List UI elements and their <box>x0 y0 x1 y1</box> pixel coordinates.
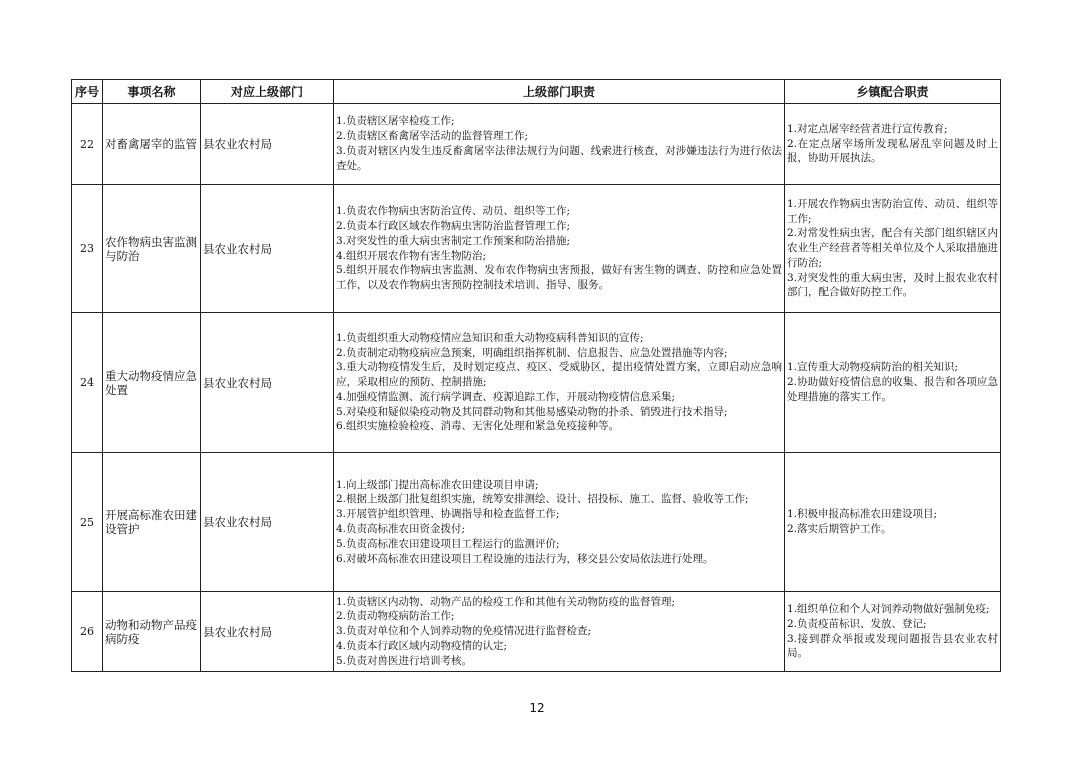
row-seq: 26 <box>72 592 103 672</box>
duty-line: 2.根据上级部门批复组织实施，统筹安排测绘、设计、招投标、施工、监督、验收等工作; <box>336 493 749 506</box>
duty-line: 2.负责制定动物疫病应急预案，明确组织指挥机制、信息报告、应急处置措施等内容; <box>336 346 728 359</box>
duty-line: 3.负责对辖区内发生违反畜禽屠宰法律法规行为问题、线索进行核查，对涉嫌违法行为进行依法查处。 <box>336 145 782 172</box>
duty-line: 6.组织实施检验检疫、消毒、无害化处理和紧急免疫接种等。 <box>336 420 620 433</box>
duty-line: 3.重大动物疫情发生后，及时划定疫点、疫区、受威胁区，提出疫情处置方案，立即启动应急响应，采取相应的预防、控制措施; <box>336 361 782 389</box>
row-dept: 县农业农村局 <box>201 185 334 313</box>
page-number: 12 <box>529 701 545 715</box>
duty-line: 5.对染疫和疑似染疫动物及其同群动物和其他易感染动物的扑杀、销毁进行技术指导; <box>336 405 728 418</box>
duty-line: 2.落实后期管护工作。 <box>787 523 892 535</box>
duty-line: 1.积极申报高标准农田建设项目; <box>787 508 938 521</box>
row-upper-duty <box>334 592 785 672</box>
header-name: 事项名称 <box>103 80 201 104</box>
row-town-duty <box>785 313 1001 453</box>
duty-line: 2.负责本行政区域农作物病虫害防治监督管理工作; <box>336 219 571 232</box>
table-row <box>72 104 1001 185</box>
row-town-duty <box>785 185 1001 313</box>
duty-line: 3.负责对单位和个人饲养动物的免疫情况进行监督检查; <box>336 625 592 638</box>
duty-line: 1.负责农作物病虫害防治宣传、动员、组织等工作; <box>336 205 571 218</box>
duty-line: 4.加强疫情监测、流行病学调查、疫源追踪工作，开展动物疫情信息采集; <box>336 390 676 403</box>
row-item-name: 农作物病虫害监测与防治 <box>103 185 201 313</box>
row-upper-duty <box>334 453 785 592</box>
duty-line: 4.负责高标准农田资金拨付; <box>336 523 466 535</box>
duty-line: 6.对破坏高标准农田建设项目工程设施的违法行为，移交县公安局依法进行处理。 <box>336 552 714 565</box>
table-row <box>72 313 1001 453</box>
table-header-row <box>72 80 1001 104</box>
row-town-duty <box>785 592 1001 672</box>
duty-line: 3.对突发性的重大病虫害制定工作预案和防治措施; <box>336 234 571 247</box>
row-dept: 县农业农村局 <box>201 453 334 592</box>
row-seq: 22 <box>72 104 103 185</box>
row-upper-duty <box>334 313 785 453</box>
header-dept: 对应上级部门 <box>201 80 334 104</box>
header-upper-duty: 上级部门职责 <box>334 80 785 104</box>
row-dept: 县农业农村局 <box>201 313 334 453</box>
table-row <box>72 592 1001 672</box>
duty-line: 4.组织开展农作物有害生物防治; <box>336 249 487 262</box>
duty-line: 5.负责高标准农田建设项目工程运行的监测评价; <box>336 537 560 550</box>
duty-line: 1.负责辖区屠宰检疫工作; <box>336 115 455 128</box>
row-seq: 24 <box>72 313 103 453</box>
duty-line: 1.对定点屠宰经营者进行宣传教育; <box>787 122 948 135</box>
row-town-duty <box>785 104 1001 185</box>
row-seq: 23 <box>72 185 103 313</box>
row-item-name: 动物和动物产品疫病防疫 <box>103 592 201 672</box>
duty-line: 2.对常发性病虫害，配合有关部门组织辖区内农业生产经营者等相关单位及个人采取措施进行防治; <box>787 227 998 269</box>
header-seq: 序号 <box>72 80 103 104</box>
duty-line: 1.开展农作物病虫害防治宣传、动员、组织等工作; <box>787 197 998 225</box>
table-row <box>72 453 1001 592</box>
row-upper-duty <box>334 185 785 313</box>
duty-line: 4.负责本行政区域内动物疫情的认定; <box>336 639 508 652</box>
duty-line: 5.负责对兽医进行培训考核。 <box>336 654 473 667</box>
row-town-duty <box>785 453 1001 592</box>
table-row <box>72 185 1001 313</box>
duty-line: 3.开展管护组织管理、协调指导和检查监督工作; <box>336 508 560 521</box>
duty-line: 2.负责疫苗标识、发放、登记; <box>787 617 927 630</box>
duty-line: 1.向上级部门提出高标准农田建设项目申请; <box>336 478 539 491</box>
duty-line: 2.在定点屠宰场所发现私屠乱宰问题及时上报，协助开展执法。 <box>787 137 998 165</box>
duty-line: 2.负责动物疫病防治工作; <box>336 610 455 623</box>
duty-line: 1.宣传重大动物疫病防治的相关知识; <box>787 361 959 374</box>
row-upper-duty <box>334 104 785 185</box>
row-item-name: 重大动物疫情应急处置 <box>103 313 201 453</box>
duty-line: 1.组织单位和个人对饲养动物做好强制免疫; <box>787 602 990 615</box>
row-item-name: 对畜禽屠宰的监管 <box>103 104 201 185</box>
duty-table <box>71 79 1001 672</box>
duty-line: 3.对突发性的重大病虫害，及时上报农业农村部门，配合做好防控工作。 <box>787 271 998 299</box>
duty-line: 5.组织开展农作物病虫害监测、发布农作物病虫害预报，做好有害生物的调查、防控和应急处置工作，以及农作物病虫害预防控制技术培训、指导、服务。 <box>336 264 782 292</box>
duty-line: 1.负责组织重大动物疫情应急知识和重大动物疫病科普知识的宣传; <box>336 331 644 344</box>
duty-line: 2.协助做好疫情信息的收集、报告和各项应急处理措施的落实工作。 <box>787 376 998 403</box>
row-item-name: 开展高标准农田建设管护 <box>103 453 201 592</box>
duty-line: 3.接到群众举报或发现问题报告县农业农村局。 <box>787 632 998 660</box>
duty-line: 1.负责辖区内动物、动物产品的检疫工作和其他有关动物防疫的监督管理; <box>336 595 676 608</box>
row-seq: 25 <box>72 453 103 592</box>
row-dept: 县农业农村局 <box>201 104 334 185</box>
duty-line: 2.负责辖区畜禽屠宰活动的监督管理工作; <box>336 130 529 143</box>
header-town-duty: 乡镇配合职责 <box>785 80 1001 104</box>
row-dept: 县农业农村局 <box>201 592 334 672</box>
